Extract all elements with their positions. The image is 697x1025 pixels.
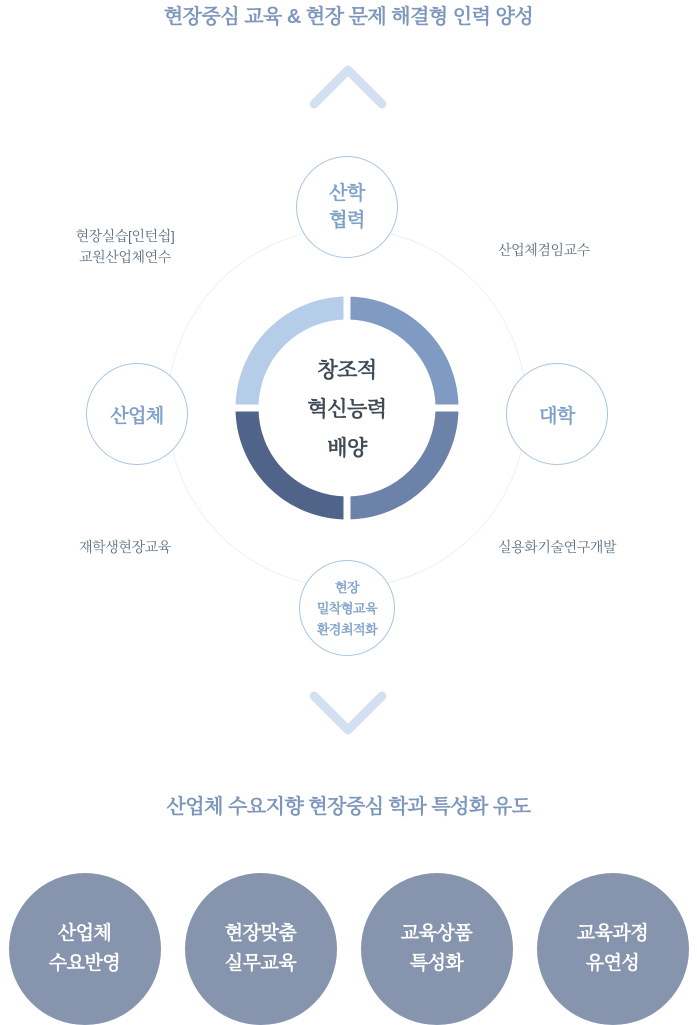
label-top-left — [40, 226, 210, 268]
center-line-1: 창조적 — [317, 359, 377, 382]
arrow-down-icon — [308, 690, 388, 738]
node-top-line-2: 협력 — [329, 210, 365, 231]
center-line-3: 배양 — [327, 437, 367, 460]
bubble-item[interactable] — [185, 873, 337, 1025]
node-university[interactable] — [506, 363, 608, 465]
bubble-2-line-2: 실무교육 — [224, 953, 297, 974]
bubble-3-line-1: 교육상품 — [400, 923, 473, 944]
node-bottom-line-1: 현장 — [334, 579, 360, 595]
node-right-line-1: 대학 — [539, 405, 575, 427]
node-industry[interactable] — [86, 363, 188, 465]
node-left-line-1: 산업체 — [110, 405, 164, 427]
node-bottom-line-3: 환경최적화 — [316, 621, 378, 637]
bubble-2-line-1: 현장맞춤 — [224, 923, 297, 944]
label-top-right: 산업체겸임교수 — [498, 242, 590, 258]
center-line-2: 혁신능력 — [307, 398, 387, 421]
label-bottom-left: 재학생현장교육 — [79, 539, 171, 555]
bubble-item[interactable] — [537, 873, 689, 1025]
node-field-oriented-education-environment[interactable] — [299, 560, 395, 656]
bottom-bubble-row — [0, 873, 697, 1025]
bubble-3-line-2: 특성화 — [409, 953, 464, 974]
node-bottom-line-2: 밀착형교육 — [316, 600, 378, 616]
top-heading: 현장중심 교육 & 현장 문제 해결형 인력 양성 — [163, 6, 534, 28]
node-top-line-1: 산학 — [329, 183, 365, 204]
label-bottom-right: 실용화기술연구개발 — [498, 539, 617, 555]
bubble-item[interactable] — [361, 873, 513, 1025]
bottom-heading: 산업체 수요지향 현장중심 학과 특성화 유도 — [166, 796, 531, 818]
label-top-left-line-1: 현장실습[인턴쉽] — [75, 228, 175, 244]
bubble-4-line-1: 교육과정 — [576, 923, 649, 944]
center-label — [224, 285, 470, 531]
node-industry-academia-cooperation[interactable] — [296, 156, 398, 258]
bubble-item[interactable] — [9, 873, 161, 1025]
bubble-1-line-1: 산업체 — [57, 923, 112, 944]
label-top-left-line-2: 교원산업체연수 — [79, 249, 171, 265]
arrow-up-icon — [308, 62, 388, 110]
bubble-1-line-2: 수요반영 — [48, 953, 121, 974]
bubble-4-line-2: 유연성 — [585, 953, 640, 974]
